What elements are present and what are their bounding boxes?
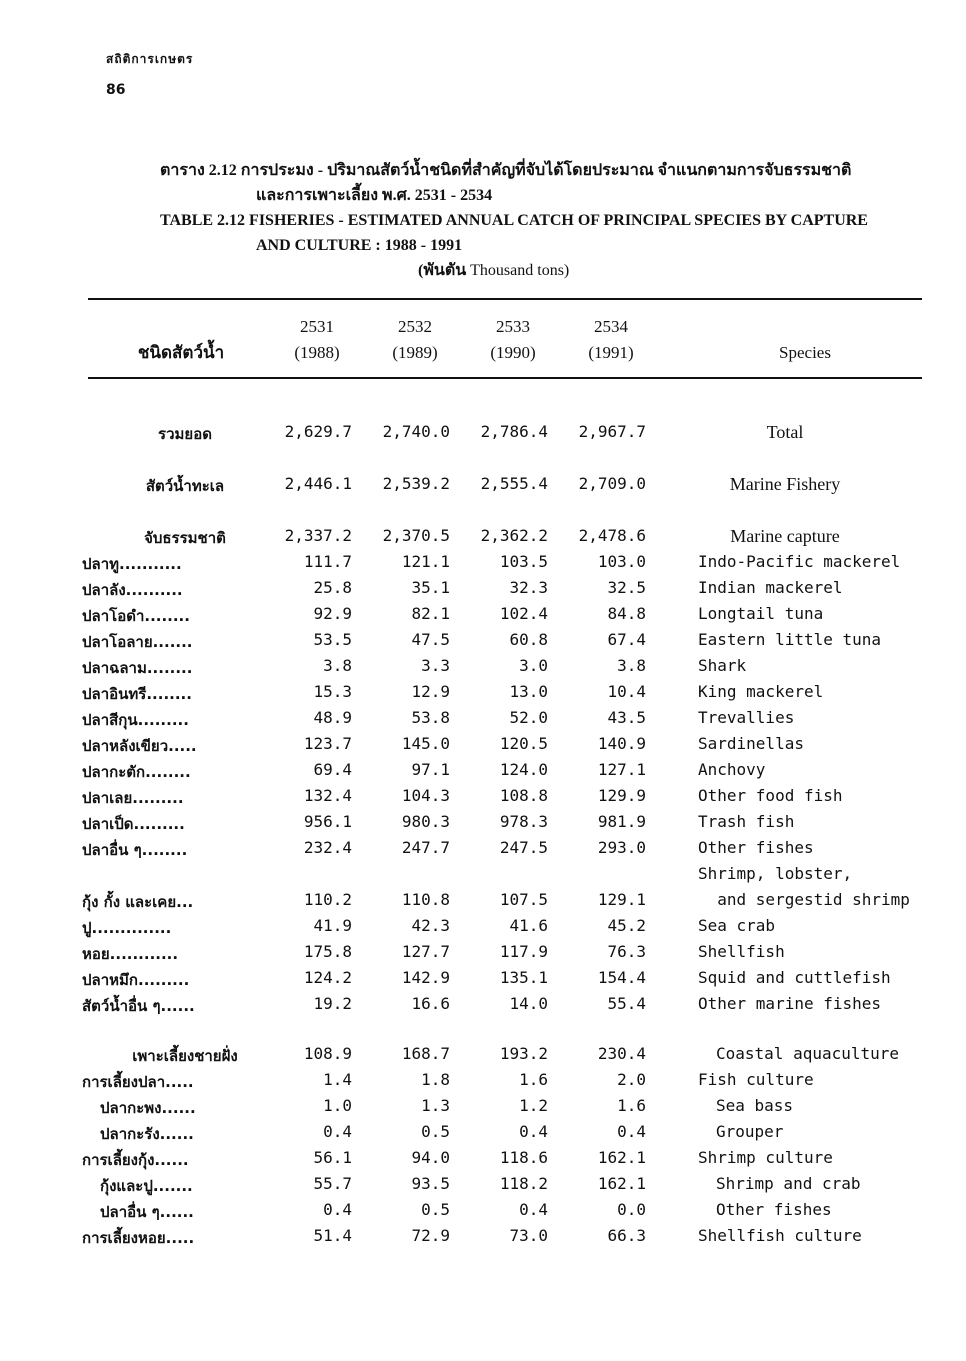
row-label-species: Indo-Pacific mackerel (698, 552, 901, 571)
cell-value: 1.2 (519, 1096, 548, 1115)
cell-value: 2,362.2 (480, 526, 548, 545)
row-label-thai: ปลาทู........... (82, 555, 182, 573)
row-label-species: Coastal aquaculture (716, 1044, 900, 1063)
row-label-species: Trash fish (698, 812, 795, 831)
cell-value: 94.0 (411, 1148, 450, 1167)
cell-value: 110.2 (303, 890, 352, 909)
year-ce: (1990) (490, 343, 536, 362)
unit-thai: (พันตัน (418, 262, 467, 279)
cell-value: 12.9 (411, 682, 450, 701)
cell-value: 53.5 (313, 630, 352, 649)
cell-value: 25.8 (313, 578, 352, 597)
title-en-line1: TABLE 2.12 FISHERIES - ESTIMATED ANNUAL CATCH OF PRINCIPAL SPECIES BY CAPTURE (160, 212, 868, 229)
row-label-thai: ปลากะพง...... (100, 1099, 196, 1117)
cell-value: 102.4 (499, 604, 548, 623)
cell-value: 193.2 (499, 1044, 548, 1063)
row-label-thai: สัตว์น้ำอื่น ๆ...... (82, 997, 195, 1015)
row-label-thai: กุ้งและปู....... (100, 1177, 193, 1195)
row-label-thai: ปลาลัง.......... (82, 581, 183, 599)
cell-value: 47.5 (411, 630, 450, 649)
cell-value: 110.8 (401, 890, 450, 909)
cell-value: 2,786.4 (480, 422, 548, 441)
cell-value: 980.3 (401, 812, 450, 831)
cell-value: 82.1 (411, 604, 450, 623)
row-label-species: King mackerel (698, 682, 824, 701)
title-thai-line1: ตาราง 2.12 การประมง - ปริมาณสัตว์น้ำชนิดที่สำคัญที่จับได้โดยประมาณ จำแนกตามการจับธรรมชาติ (160, 162, 852, 179)
row-label-thai: การเลี้ยงปลา..... (82, 1073, 194, 1091)
year-ce: (1988) (294, 343, 340, 362)
cell-value: 0.5 (421, 1200, 450, 1219)
cell-value: 168.7 (401, 1044, 450, 1063)
year-ce: (1991) (588, 343, 634, 362)
row-label-species: Shark (698, 656, 747, 675)
row-label-thai: สัตว์น้ำทะเล (145, 477, 225, 495)
row-label-species: Grouper (716, 1122, 784, 1141)
table-row (0, 734, 966, 760)
cell-value: 293.0 (597, 838, 646, 857)
table-row (0, 760, 966, 786)
table-header-rule (88, 377, 922, 379)
table-row (0, 604, 966, 630)
table-row (0, 708, 966, 734)
row-label-species: Marine Fishery (729, 474, 841, 494)
column-header-species: Species (779, 343, 831, 362)
row-label-species: Shellfish culture (698, 1226, 862, 1245)
row-label-thai: รวมยอด (158, 425, 212, 443)
row-label-thai: ปลาโอลาย....... (82, 633, 193, 651)
cell-value: 73.0 (509, 1226, 548, 1245)
row-label-thai: หอย............ (82, 945, 179, 963)
column-header-year (468, 314, 558, 366)
cell-value: 92.9 (313, 604, 352, 623)
row-label-species: Sea bass (716, 1096, 794, 1115)
unit-label (160, 258, 920, 283)
table-row (0, 994, 966, 1020)
cell-value: 1.3 (421, 1096, 450, 1115)
row-label-species: Longtail tuna (698, 604, 824, 623)
cell-value: 247.5 (499, 838, 548, 857)
row-label-species: Sardinellas (698, 734, 804, 753)
row-label-thai: ปลาอื่น ๆ........ (82, 841, 188, 859)
row-label-species: Other marine fishes (698, 994, 882, 1013)
row-label-thai: ปลากะตัก........ (82, 763, 191, 781)
cell-value: 69.4 (313, 760, 352, 779)
table-row (0, 526, 966, 552)
cell-value: 247.7 (401, 838, 450, 857)
cell-value: 0.4 (323, 1122, 352, 1141)
table-row (0, 630, 966, 656)
table-row (0, 864, 966, 890)
year-be: 2531 (300, 317, 334, 336)
row-label-species: Other fishes (698, 838, 814, 857)
cell-value: 127.1 (597, 760, 646, 779)
cell-value: 48.9 (313, 708, 352, 727)
cell-value: 140.9 (597, 734, 646, 753)
row-label-thai: ปลาเป็ด......... (82, 815, 185, 833)
cell-value: 2,555.4 (480, 474, 548, 493)
row-label-species: Squid and cuttlefish (698, 968, 891, 987)
cell-value: 127.7 (401, 942, 450, 961)
cell-value: 118.6 (499, 1148, 548, 1167)
cell-value: 2,539.2 (382, 474, 450, 493)
cell-value: 1.0 (323, 1096, 352, 1115)
cell-value: 124.0 (499, 760, 548, 779)
row-label-species: Other food fish (698, 786, 843, 805)
row-label-species: Indian mackerel (698, 578, 843, 597)
cell-value: 103.0 (597, 552, 646, 571)
cell-value: 60.8 (509, 630, 548, 649)
cell-value: 84.8 (607, 604, 646, 623)
row-label-species: Anchovy (698, 760, 766, 779)
cell-value: 142.9 (401, 968, 450, 987)
row-label-thai: ปลาฉลาม........ (82, 659, 193, 677)
cell-value: 0.4 (617, 1122, 646, 1141)
row-label-thai: ปู.............. (82, 919, 172, 937)
row-label-thai: ปลาหมึก......... (82, 971, 190, 989)
table-row (0, 838, 966, 864)
cell-value: 132.4 (303, 786, 352, 805)
cell-value: 2,629.7 (284, 422, 352, 441)
cell-value: 3.8 (323, 656, 352, 675)
cell-value: 2,337.2 (284, 526, 352, 545)
cell-value: 66.3 (607, 1226, 646, 1245)
cell-value: 103.5 (499, 552, 548, 571)
table-row (0, 786, 966, 812)
table-row (0, 1070, 966, 1096)
table-row (0, 682, 966, 708)
cell-value: 1.6 (617, 1096, 646, 1115)
cell-value: 42.3 (411, 916, 450, 935)
cell-value: 129.1 (597, 890, 646, 909)
row-label-species: and sergestid shrimp (698, 890, 910, 909)
cell-value: 0.5 (421, 1122, 450, 1141)
cell-value: 15.3 (313, 682, 352, 701)
cell-value: 978.3 (499, 812, 548, 831)
table-row (0, 1200, 966, 1226)
running-head: สถิติการเกษตร (106, 52, 194, 66)
cell-value: 32.3 (509, 578, 548, 597)
row-label-thai: ปลากะรัง...... (100, 1125, 194, 1143)
cell-value: 2,478.6 (578, 526, 646, 545)
table-row (0, 1096, 966, 1122)
cell-value: 120.5 (499, 734, 548, 753)
cell-value: 2,370.5 (382, 526, 450, 545)
cell-value: 45.2 (607, 916, 646, 935)
cell-value: 1.4 (323, 1070, 352, 1089)
table-row (0, 1174, 966, 1200)
table-row (0, 578, 966, 604)
row-label-species: Shellfish (698, 942, 785, 961)
cell-value: 162.1 (597, 1174, 646, 1193)
cell-value: 55.4 (607, 994, 646, 1013)
row-label-thai: ปลาอินทรี........ (82, 685, 192, 703)
table-top-rule (88, 298, 922, 300)
cell-value: 41.6 (509, 916, 548, 935)
row-label-species: Eastern little tuna (698, 630, 882, 649)
cell-value: 956.1 (303, 812, 352, 831)
cell-value: 43.5 (607, 708, 646, 727)
cell-value: 2,709.0 (578, 474, 646, 493)
cell-value: 67.4 (607, 630, 646, 649)
cell-value: 14.0 (509, 994, 548, 1013)
cell-value: 108.9 (303, 1044, 352, 1063)
table-title (160, 158, 920, 283)
cell-value: 107.5 (499, 890, 548, 909)
cell-value: 56.1 (313, 1148, 352, 1167)
cell-value: 111.7 (303, 552, 352, 571)
cell-value: 3.3 (421, 656, 450, 675)
cell-value: 135.1 (499, 968, 548, 987)
cell-value: 145.0 (401, 734, 450, 753)
cell-value: 118.2 (499, 1174, 548, 1193)
cell-value: 1.6 (519, 1070, 548, 1089)
unit-en: Thousand tons) (470, 262, 570, 279)
cell-value: 53.8 (411, 708, 450, 727)
cell-value: 52.0 (509, 708, 548, 727)
cell-value: 104.3 (401, 786, 450, 805)
cell-value: 2,740.0 (382, 422, 450, 441)
cell-value: 0.4 (519, 1200, 548, 1219)
table-row (0, 1044, 966, 1070)
year-be: 2534 (594, 317, 628, 336)
cell-value: 129.9 (597, 786, 646, 805)
cell-value: 123.7 (303, 734, 352, 753)
cell-value: 41.9 (313, 916, 352, 935)
title-en-line2: AND CULTURE : 1988 - 1991 (256, 237, 463, 254)
cell-value: 2,967.7 (578, 422, 646, 441)
cell-value: 117.9 (499, 942, 548, 961)
cell-value: 230.4 (597, 1044, 646, 1063)
table-row (0, 890, 966, 916)
cell-value: 981.9 (597, 812, 646, 831)
cell-value: 232.4 (303, 838, 352, 857)
row-label-thai: ปลาโอดำ........ (82, 607, 190, 625)
row-label-thai: กุ้ง กั้ง และเคย... (82, 893, 194, 911)
row-label-thai: ปลาสีกุน......... (82, 711, 189, 729)
table-row (0, 1226, 966, 1252)
row-label-species: Marine capture (730, 526, 840, 546)
cell-value: 0.0 (617, 1200, 646, 1219)
table-row (0, 422, 966, 448)
table-row (0, 812, 966, 838)
cell-value: 3.0 (519, 656, 548, 675)
table-row (0, 942, 966, 968)
cell-value: 0.4 (323, 1200, 352, 1219)
table-row (0, 552, 966, 578)
cell-value: 124.2 (303, 968, 352, 987)
row-label-thai: ปลาเลย......... (82, 789, 184, 807)
table-row (0, 656, 966, 682)
row-label-thai: ปลาอื่น ๆ...... (100, 1203, 194, 1221)
cell-value: 51.4 (313, 1226, 352, 1245)
cell-value: 32.5 (607, 578, 646, 597)
cell-value: 2,446.1 (284, 474, 352, 493)
cell-value: 2.0 (617, 1070, 646, 1089)
title-thai-line2: และการเพาะเลี้ยง พ.ศ. 2531 - 2534 (256, 187, 493, 204)
year-be: 2532 (398, 317, 432, 336)
table-row (0, 968, 966, 994)
column-header-year (272, 314, 362, 366)
cell-value: 97.1 (411, 760, 450, 779)
row-label-thai: เพาะเลี้ยงชายฝั่ง (132, 1047, 238, 1065)
row-label-thai: ปลาหลังเขียว..... (82, 737, 197, 755)
cell-value: 1.8 (421, 1070, 450, 1089)
cell-value: 72.9 (411, 1226, 450, 1245)
cell-value: 13.0 (509, 682, 548, 701)
column-header-year (566, 314, 656, 366)
cell-value: 108.8 (499, 786, 548, 805)
row-label-thai: การเลี้ยงหอย..... (82, 1229, 195, 1247)
table-row (0, 1122, 966, 1148)
column-header-year (370, 314, 460, 366)
cell-value: 35.1 (411, 578, 450, 597)
row-label-species: Other fishes (716, 1200, 832, 1219)
cell-value: 0.4 (519, 1122, 548, 1141)
row-label-species: Total (766, 422, 804, 442)
row-label-thai: การเลี้ยงกุ้ง...... (82, 1151, 189, 1169)
row-label-species: Fish culture (698, 1070, 814, 1089)
cell-value: 162.1 (597, 1148, 646, 1167)
cell-value: 121.1 (401, 552, 450, 571)
table-row (0, 916, 966, 942)
column-header-thai: ชนิดสัตว์น้ำ (137, 343, 225, 362)
cell-value: 76.3 (607, 942, 646, 961)
cell-value: 55.7 (313, 1174, 352, 1193)
table-row (0, 1148, 966, 1174)
page-number: 86 (106, 82, 126, 98)
table-row (0, 474, 966, 500)
cell-value: 16.6 (411, 994, 450, 1013)
cell-value: 175.8 (303, 942, 352, 961)
row-label-species: Shrimp, lobster, (698, 864, 853, 883)
row-label-species: Shrimp culture (698, 1148, 833, 1167)
cell-value: 93.5 (411, 1174, 450, 1193)
cell-value: 10.4 (607, 682, 646, 701)
row-label-thai: จับธรรมชาติ (144, 529, 226, 547)
row-label-species: Trevallies (698, 708, 795, 727)
row-label-species: Sea crab (698, 916, 776, 935)
cell-value: 154.4 (597, 968, 646, 987)
cell-value: 19.2 (313, 994, 352, 1013)
year-be: 2533 (496, 317, 530, 336)
row-label-species: Shrimp and crab (716, 1174, 861, 1193)
cell-value: 3.8 (617, 656, 646, 675)
year-ce: (1989) (392, 343, 438, 362)
